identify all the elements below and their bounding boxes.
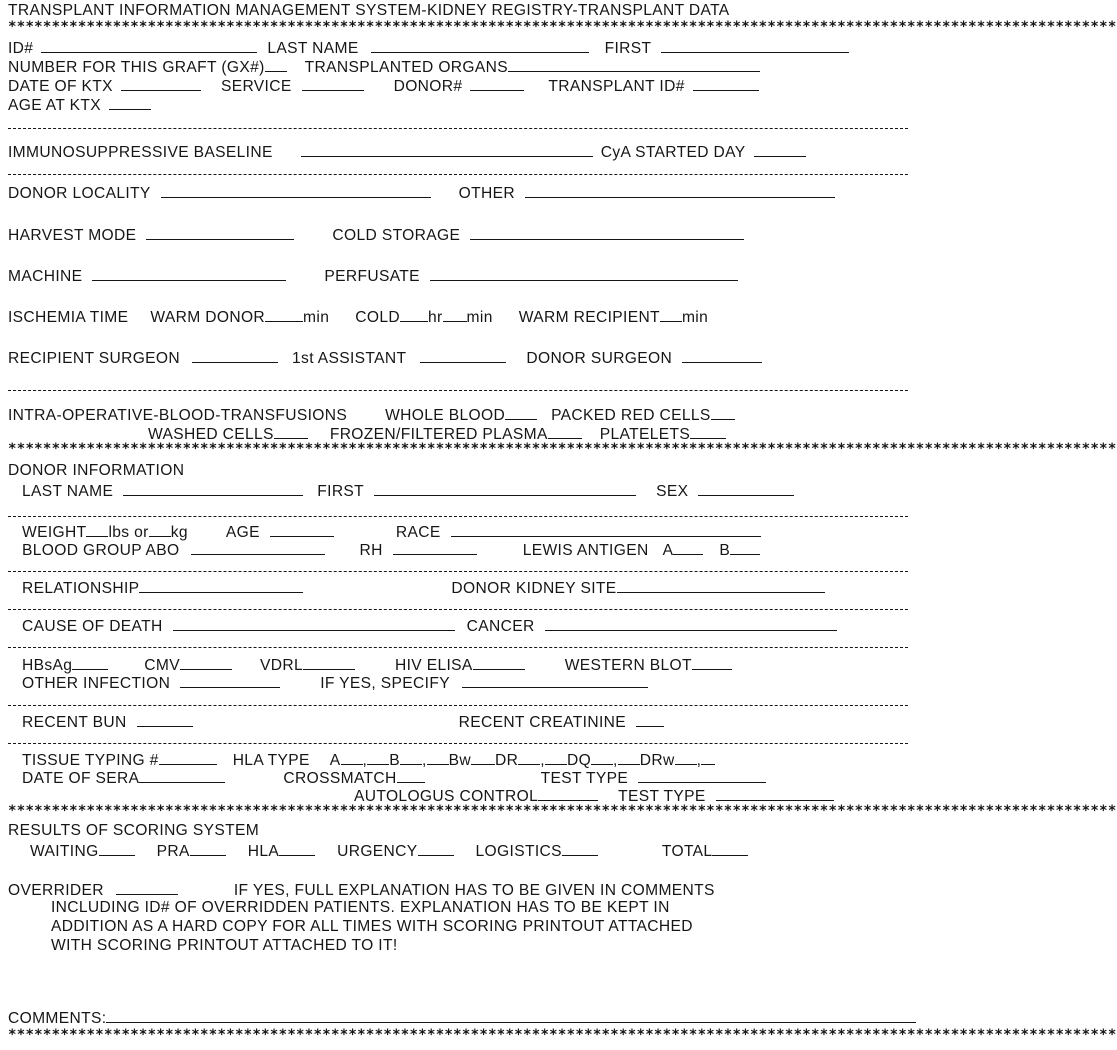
other-infection-label: OTHER INFECTION [22,675,171,692]
bun-row [22,713,664,732]
min-unit: min [681,309,709,326]
transplant-id-field[interactable] [693,77,759,91]
comments-field[interactable] [106,1009,916,1023]
hla-a-field-1[interactable] [341,751,363,765]
date-of-sera-label: DATE OF SERA [22,770,140,787]
logistics-label: LOGISTICS [475,843,562,860]
transplant-id-label: TRANSPLANT ID# [548,78,685,95]
perfusate-field[interactable] [430,267,738,281]
hla-dq-label: DQ [566,752,592,769]
if-yes-specify-label: IF YES, SPECIFY [320,675,450,692]
hiv-elisa-label: HIV ELISA [395,657,473,674]
organs-field[interactable] [508,58,760,72]
recent-creatinine-label: RECENT CREATININE [458,714,626,731]
comma: , [421,752,427,769]
vdrl-label: VDRL [260,657,303,674]
donor-number-label: DONOR# [393,78,463,95]
washed-label: WASHED CELLS [148,426,274,443]
id-field[interactable] [41,39,257,53]
crossmatch-field[interactable] [397,769,425,783]
lewis-b-label: B [719,542,731,559]
first-name-label: FIRST [604,40,652,57]
dashed-divider [8,705,908,706]
last-name-label: LAST NAME [267,40,359,57]
donor-surgeon-field[interactable] [682,349,762,363]
platelets-field[interactable] [690,425,726,439]
test-type-label: TEST TYPE [540,770,629,787]
cold-min-field[interactable] [443,308,467,322]
sera-row [22,769,766,788]
pra-field[interactable] [190,842,226,856]
recipient-surgeon-label: RECIPIENT SURGEON [8,350,181,367]
other-field[interactable] [525,184,835,198]
kidney-registry-form [8,2,1117,1048]
date-ktx-field[interactable] [121,77,201,91]
weight-label: WEIGHT [22,524,87,541]
waiting-field[interactable] [99,842,135,856]
dashed-divider [8,128,908,129]
cancer-field[interactable] [545,617,837,631]
hla-b-field-2[interactable] [427,751,449,765]
first-assistant-field[interactable] [420,349,506,363]
dashed-divider [8,390,908,391]
kg-label: kg [170,524,188,541]
weight-row [22,523,761,542]
donor-surgeon-label: DONOR SURGEON [526,350,673,367]
cold-storage-label: COLD STORAGE [332,227,461,244]
cancer-label: CANCER [466,618,535,635]
hla-dr-field-1[interactable] [518,751,540,765]
perfusate-label: PERFUSATE [324,268,420,285]
hla-dr-label: DR [495,752,519,769]
total-label: TOTAL [661,843,713,860]
hla-a-field-2[interactable] [367,751,389,765]
tissue-typing-field[interactable] [159,751,217,765]
warm-recipient-label: WARM RECIPIENT [518,309,660,326]
frozen-plasma-label: FROZEN/FILTERED PLASMA [329,426,548,443]
infection-row [22,656,732,675]
lewis-b-field[interactable] [730,541,760,555]
rh-label: RH [359,542,383,559]
platelets-label: PLATELETS [599,426,691,443]
relationship-row [22,579,825,598]
autologus-control-label: AUTOLOGUS CONTROL [354,788,539,805]
override-note-line: INCLUDING ID# OF OVERRIDDEN PATIENTS. EXPLANATION HAS TO BE KEPT IN [51,899,670,916]
override-note-line: IF YES, FULL EXPLANATION HAS TO BE GIVEN IN COMMENTS [233,882,715,899]
overrider-label: OVERRIDER [8,882,104,899]
kidney-site-field[interactable] [617,579,825,593]
weight-kg-field[interactable] [149,523,171,537]
autologus-control-field[interactable] [538,787,598,801]
comma: , [696,752,702,769]
graft-row [8,58,760,77]
hla-field[interactable] [279,842,315,856]
dashed-divider [8,174,908,175]
warm-donor-field[interactable] [265,308,303,322]
other-label: OTHER [458,185,515,202]
hbsag-field[interactable] [72,656,108,670]
recipient-surgeon-field[interactable] [192,349,278,363]
cya-label: CyA STARTED DAY [600,144,746,161]
hla-drw-field-1[interactable] [675,751,697,765]
donor-age-field[interactable] [270,523,334,537]
cya-field[interactable] [754,143,806,157]
graft-field[interactable] [265,58,287,72]
age-ktx-row [8,96,151,115]
tissue-typing-label: TISSUE TYPING # [22,752,159,769]
machine-field[interactable] [92,267,286,281]
min-unit: min [466,309,493,326]
comments-label: COMMENTS: [8,1010,107,1027]
hr-unit: hr [427,309,443,326]
harvest-mode-field[interactable] [146,226,294,240]
test-type-label: TEST TYPE [618,788,706,805]
test-type-field[interactable] [638,769,766,783]
first-assistant-label: 1st ASSISTANT [292,350,407,367]
hla-bw-field[interactable] [471,751,495,765]
cold-hr-field[interactable] [400,308,428,322]
immuno-row [8,143,806,162]
donor-last-name-field[interactable] [123,482,303,496]
lewis-antigen-label: LEWIS ANTIGEN [522,542,649,559]
star-divider: ******************************************************************************************************************************* [8,1027,1117,1043]
date-ktx-row [8,77,759,96]
packed-red-label: PACKED RED CELLS [551,407,711,424]
rh-field[interactable] [393,541,477,555]
weight-lbs-field[interactable] [86,523,108,537]
recent-creatinine-field[interactable] [636,713,664,727]
donor-locality-row [8,184,835,203]
comma: , [540,752,545,769]
cause-of-death-label: CAUSE OF DEATH [22,618,163,635]
harvest-mode-label: HARVEST MODE [8,227,137,244]
western-blot-label: WESTERN BLOT [564,657,692,674]
kidney-site-label: DONOR KIDNEY SITE [451,580,617,597]
donor-sex-label: SEX [656,483,689,500]
id-row [8,39,849,58]
donor-sex-field[interactable] [698,482,794,496]
logistics-field[interactable] [562,842,598,856]
immuno-label: IMMUNOSUPPRESSIVE BASELINE [8,144,273,161]
age-ktx-field[interactable] [109,96,151,110]
relationship-label: RELATIONSHIP [22,580,140,597]
date-of-sera-field[interactable] [139,769,225,783]
race-field[interactable] [451,523,761,537]
hbsag-label: HBsAg [22,657,73,674]
packed-red-field[interactable] [711,406,735,420]
hla-dq-field-2[interactable] [618,751,640,765]
machine-label: MACHINE [8,268,83,285]
transfusions-row [8,406,735,425]
dashed-divider [8,647,908,648]
donor-locality-field[interactable] [161,184,431,198]
star-divider: ******************************************************************************************************************************* [8,803,1117,819]
hla-b-field-1[interactable] [400,751,422,765]
western-blot-field[interactable] [692,656,732,670]
hla-bw-label: Bw [448,752,472,769]
vdrl-field[interactable] [303,656,355,670]
hla-drw-label: DRw [639,752,675,769]
age-ktx-label: AGE AT KTX [8,97,102,114]
id-label: ID# [8,40,34,57]
hla-type-label: HLA TYPE [232,752,310,769]
ischemia-label: ISCHEMIA TIME [8,309,129,326]
overrider-field[interactable] [116,881,178,895]
race-label: RACE [395,524,441,541]
hla-label: HLA [247,843,280,860]
whole-blood-label: WHOLE BLOOD [385,407,506,424]
donor-name-row [22,482,794,501]
blood-group-label: BLOOD GROUP ABO [22,542,180,559]
other-infection-row [22,674,648,693]
relationship-field[interactable] [139,579,303,593]
lewis-a-field[interactable] [673,541,703,555]
frozen-plasma-field[interactable] [548,425,582,439]
service-label: SERVICE [220,78,292,95]
date-ktx-label: DATE OF KTX [8,78,113,95]
washed-field[interactable] [274,425,308,439]
hla-b-label: B [389,752,400,769]
overrider-row [8,881,715,900]
hla-a-label: A [329,752,341,769]
comments-row [8,1009,916,1028]
graft-label: NUMBER FOR THIS GRAFT (GX#) [8,59,265,76]
cold-storage-field[interactable] [470,226,744,240]
if-yes-specify-field[interactable] [462,674,648,688]
other-infection-field[interactable] [180,674,280,688]
dashed-divider [8,516,908,517]
whole-blood-field[interactable] [505,406,537,420]
harvest-row [8,226,744,245]
test-type-field-2[interactable] [716,787,834,801]
waiting-label: WAITING [30,843,99,860]
comma: , [613,752,618,769]
dashed-divider [8,571,908,572]
override-note-line: WITH SCORING PRINTOUT ATTACHED TO IT! [51,937,398,954]
star-divider: ******************************************************************************************************************************* [8,441,1117,457]
machine-row [8,267,738,286]
scoring-title: RESULTS OF SCORING SYSTEM [8,822,260,839]
min-unit: min [303,309,330,326]
transfusions-label: INTRA-OPERATIVE-BLOOD-TRANSFUSIONS [8,407,348,424]
recent-bun-field[interactable] [137,713,193,727]
star-divider: ******************************************************************************************************************************* [8,19,1117,35]
organs-label: TRANSPLANTED ORGANS [304,59,509,76]
urgency-label: URGENCY [337,843,418,860]
hla-dr-field-2[interactable] [545,751,567,765]
blood-group-field[interactable] [191,541,325,555]
urgency-field[interactable] [418,842,454,856]
warm-recipient-field[interactable] [660,308,682,322]
warm-donor-label: WARM DONOR [150,309,266,326]
cmv-field[interactable] [180,656,232,670]
donor-first-name-label: FIRST [317,483,365,500]
donor-section-title: DONOR INFORMATION [8,462,185,479]
surgeon-row [8,349,762,368]
cause-of-death-field[interactable] [173,617,455,631]
override-note-line: ADDITION AS A HARD COPY FOR ALL TIMES WITH SCORING PRINTOUT ATTACHED [51,918,693,935]
hla-drw-field-2[interactable] [701,751,715,765]
donor-locality-label: DONOR LOCALITY [8,185,151,202]
cmv-label: CMV [144,657,180,674]
cold-label: COLD [355,309,400,326]
dashed-divider [8,743,908,744]
first-name-field[interactable] [661,39,849,53]
form-title: TRANSPLANT INFORMATION MANAGEMENT SYSTEM-KIDNEY REGISTRY-TRANSPLANT DATA [8,2,730,19]
scoring-row [30,842,748,861]
lewis-a-label: A [662,542,674,559]
lbs-or-label: lbs or [108,524,149,541]
hla-dq-field-1[interactable] [591,751,613,765]
hiv-elisa-field[interactable] [473,656,525,670]
cause-death-row [22,617,837,636]
last-name-field[interactable] [371,39,589,53]
ischemia-row [8,308,708,327]
dashed-divider [8,609,908,610]
blood-group-row [22,541,760,560]
tissue-row [22,751,715,770]
donor-age-label: AGE [225,524,260,541]
recent-bun-label: RECENT BUN [22,714,127,731]
pra-label: PRA [156,843,190,860]
total-field[interactable] [712,842,748,856]
donor-number-field[interactable] [470,77,524,91]
donor-first-name-field[interactable] [374,482,636,496]
comma: , [362,752,368,769]
donor-last-name-label: LAST NAME [22,483,114,500]
immuno-field[interactable] [301,143,593,157]
service-field[interactable] [302,77,364,91]
crossmatch-label: CROSSMATCH [283,770,397,787]
